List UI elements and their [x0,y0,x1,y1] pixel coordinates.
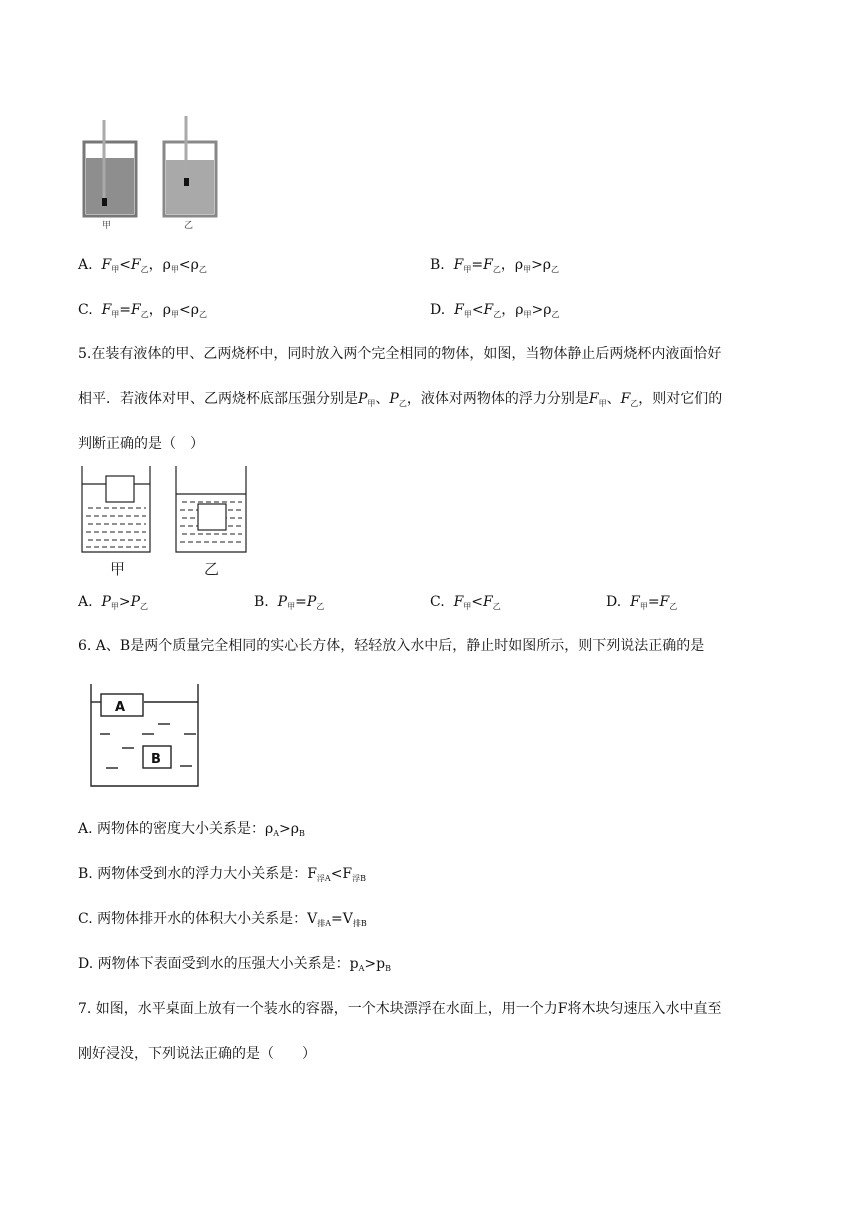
beaker-yi-label: 乙 [184,221,194,230]
q4-figure [78,112,228,230]
beaker-yi [164,116,216,216]
beaker-yi [176,466,246,552]
q4-option-a[interactable]: A. $F_甲<F_乙$，$\rho_甲<\rho_乙$ [78,257,207,274]
q5-option-c[interactable]: C. $F_甲<F_乙$ [430,594,501,611]
q6-option-a[interactable]: A. 两物体的密度大小关系是：$\rho_A>\rho_B$ [78,821,305,838]
q4-option-d[interactable]: D. $F_甲<F_乙$，$\rho_甲>\rho_乙$ [430,302,560,319]
q5-option-d[interactable]: D. $F_甲=F_乙$ [606,594,678,611]
q6-figure [88,682,202,790]
q5-stem-line1: 5.在装有液体的甲、乙两烧杯中，同时放入两个完全相同的物体，如图，当物体静止后两烧杯内液面恰好 [78,346,722,362]
q6-option-b[interactable]: B. 两物体受到水的浮力大小关系是：$F_{浮A}<F_{浮B}$ [78,866,367,883]
q5-stem-line3: 判断正确的是（ ） [78,436,204,452]
block-b-label: B [151,752,161,767]
q6-stem: 6. A、B是两个质量完全相同的实心长方体，轻轻放入水中后，静止时如图所示，则下列说法正确的是 [78,638,705,654]
q5-option-a[interactable]: A. $P_甲>P_乙$ [78,594,149,611]
q5-figure-label-yi: 乙 [204,560,220,578]
block-a-label: A [115,700,126,715]
beaker-jia [82,466,150,552]
q6-option-c[interactable]: C. 两物体排开水的体积大小关系是：$V_{排A}=V_{排B}$ [78,911,367,928]
q5-stem-line2: 相平．若液体对甲、乙两烧杯底部压强分别是$P_甲$、$P_乙$，液体对两物体的浮力分别是$F_甲$、$F_乙$，则对它们的 [78,391,723,408]
beaker-jia [84,120,136,216]
beaker-jia-label: 甲 [102,221,112,230]
q5-option-b[interactable]: B. $P_甲=P_乙$ [254,594,325,611]
q4-option-b[interactable]: B. $F_甲=F_乙$，$\rho_甲>\rho_乙$ [430,257,560,274]
q7-stem-line2: 刚好浸没，下列说法正确的是（ ） [78,1046,316,1062]
q4-option-c[interactable]: C. $F_甲=F_乙$，$\rho_甲<\rho_乙$ [78,302,207,319]
q7-stem-line1: 7. 如图，水平桌面上放有一个装水的容器，一个木块漂浮在水面上，用一个力F将木块匀速压入水中直至 [78,1001,722,1017]
q5-figure-label-jia: 甲 [110,560,126,578]
q6-option-d[interactable]: D. 两物体下表面受到水的压强大小关系是：$p_A>p_B$ [78,956,391,973]
q5-figure [78,464,254,584]
